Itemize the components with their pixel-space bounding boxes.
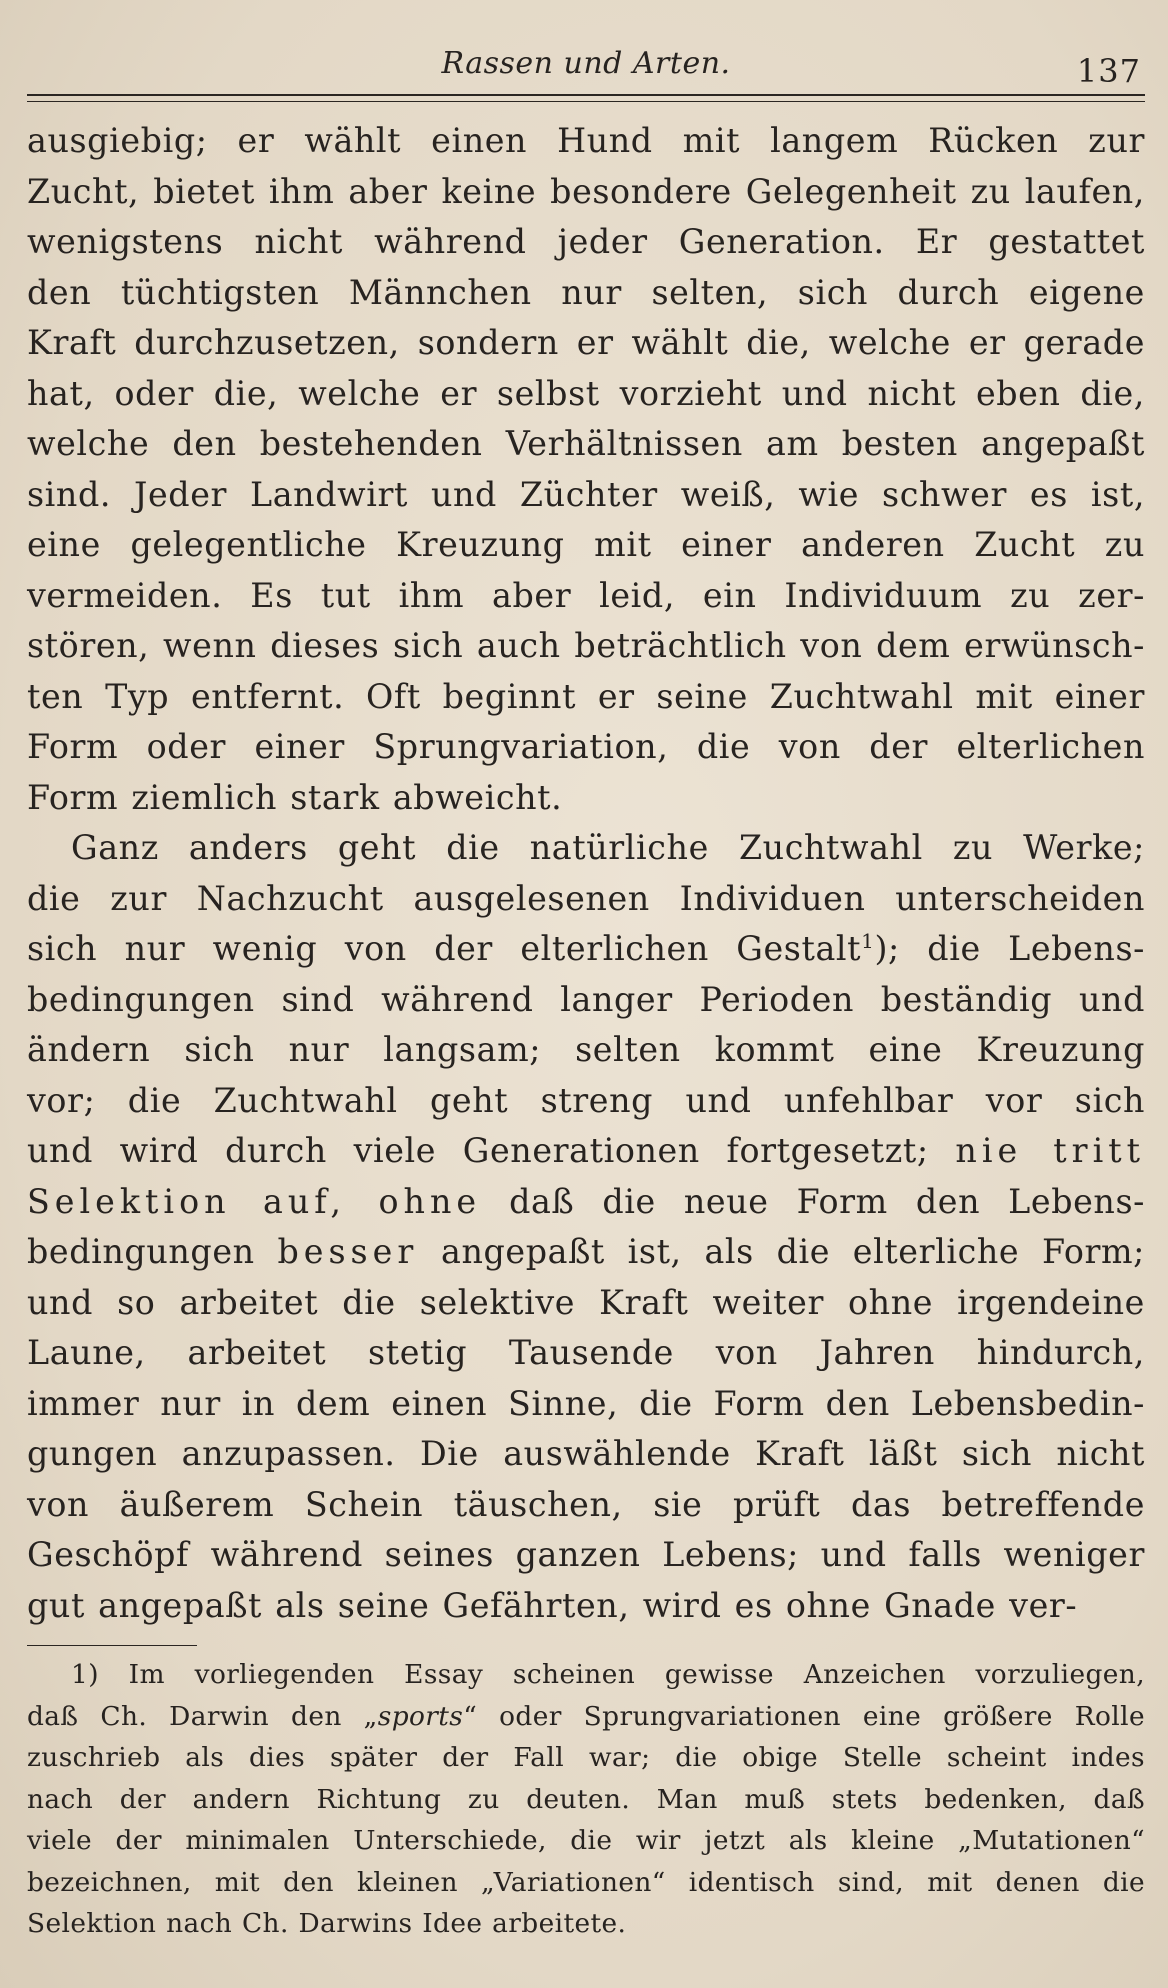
footnote-line: zuschrieb als dies später der Fall war; die obige Stelle scheint indes bbox=[27, 1742, 1145, 1773]
header-rule bbox=[27, 94, 1145, 96]
text-run: bedingungen bbox=[27, 1232, 278, 1271]
paragraph-2 bbox=[27, 823, 1145, 1631]
paragraph-line: sind. Jeder Landwirt und Züchter weiß, wie schwer es ist, bbox=[27, 474, 1145, 514]
running-head bbox=[27, 40, 1145, 88]
book-page bbox=[27, 40, 1145, 1945]
footnote bbox=[27, 1654, 1145, 1945]
header-rule-second bbox=[27, 101, 1145, 102]
paragraph-line: die zur Nachzucht ausgelesenen Individuen unterscheiden bbox=[27, 878, 1145, 918]
footnote-line: viele der minimalen Unterschiede, die wir jetzt als kleine „Mutationen“ bbox=[27, 1825, 1145, 1856]
paragraph-line: stören, wenn dieses sich auch beträchtlich von dem erwünsch- bbox=[27, 626, 1145, 665]
running-title: Rassen und Arten. bbox=[441, 46, 731, 81]
paragraph-line: Geschöpf während seines ganzen Lebens; und falls weniger bbox=[27, 1535, 1145, 1574]
emphasis-spaced: nie tritt bbox=[955, 1131, 1145, 1170]
emphasis-italic: sports bbox=[377, 1700, 464, 1732]
paragraph-line bbox=[27, 924, 1145, 975]
paragraph-line: gungen anzupassen. Die auswählende Kraft läßt sich nicht bbox=[27, 1434, 1145, 1473]
paragraph-line: immer nur in dem einen Sinne, die Form den Lebensbedin- bbox=[27, 1383, 1145, 1423]
footnote-line: nach der andern Richtung zu deuten. Man muß stets bedenken, daß bbox=[27, 1783, 1145, 1815]
text-run: ); die Lebens- bbox=[874, 929, 1145, 968]
paragraph-line: wenigstens nicht während jeder Generation. Er gestattet bbox=[27, 222, 1145, 261]
paragraph-line: welche den bestehenden Verhältnissen am besten angepaßt bbox=[27, 424, 1145, 463]
paragraph-1 bbox=[27, 116, 1145, 823]
paragraph-line: ausgiebig; er wählt einen Hund mit langem Rücken zur bbox=[27, 121, 1145, 160]
paragraph-line: Form ziemlich stark abweicht. bbox=[27, 777, 563, 817]
footnote-rule bbox=[27, 1645, 197, 1646]
paragraph-line: eine gelegentliche Kreuzung mit einer anderen Zucht zu bbox=[27, 525, 1145, 564]
text-run: daß Ch. Darwin den „ bbox=[27, 1700, 378, 1732]
paragraph-line: gut angepaßt als seine Gefährten, wird es ohne Gnade ver- bbox=[27, 1585, 1078, 1625]
paragraph-line: ten Typ entfernt. Oft beginnt er seine Zuchtwahl mit einer bbox=[27, 676, 1145, 716]
paragraph-line: den tüchtigsten Männchen nur selten, sich durch eigene bbox=[27, 272, 1145, 312]
emphasis-spaced: Selektion auf, ohne bbox=[27, 1181, 482, 1221]
text-run: und wird durch viele Generationen fortgesetzt; bbox=[27, 1131, 956, 1170]
paragraph-line bbox=[27, 1126, 1145, 1177]
paragraph-line: Form oder einer Sprungvariation, die von der elterlichen bbox=[27, 727, 1145, 766]
footnote-line: bezeichnen, mit den kleinen „Variationen“ identisch sind, mit denen die bbox=[27, 1866, 1145, 1898]
paragraph-line: Zucht, bietet ihm aber keine besondere Gelegenheit zu laufen, bbox=[27, 171, 1145, 211]
text-run: “ oder Sprungvariationen eine größere Rolle bbox=[463, 1700, 1145, 1732]
text-run: daß die neue Form den Lebens- bbox=[481, 1181, 1145, 1221]
paragraph-line: hat, oder die, welche er selbst vorzieht und nicht eben die, bbox=[27, 373, 1145, 413]
page-number: 137 bbox=[1076, 52, 1141, 90]
paragraph-line: vor; die Zuchtwahl geht streng und unfehlbar vor sich bbox=[27, 1080, 1145, 1120]
paragraph-line: Kraft durchzusetzen, sondern er wählt die, welche er gerade bbox=[27, 323, 1145, 362]
paragraph-line: bedingungen sind während langer Perioden beständig und bbox=[27, 979, 1145, 1019]
paragraph-line: von äußerem Schein täuschen, sie prüft das betreffende bbox=[27, 1484, 1145, 1524]
text-run: sich nur wenig von der elterlichen Gestalt bbox=[27, 929, 862, 968]
footnote-line bbox=[27, 1696, 1145, 1738]
footnote-marker: 1 bbox=[861, 929, 875, 953]
paragraph-line: und so arbeitet die selektive Kraft weiter ohne irgendeine bbox=[27, 1282, 1145, 1322]
body-text bbox=[27, 116, 1145, 1631]
paragraph-line bbox=[27, 1227, 1145, 1278]
paragraph-line: Ganz anders geht die natürliche Zuchtwahl zu Werke; bbox=[71, 828, 1145, 867]
paragraph-line: vermeiden. Es tut ihm aber leid, ein Individuum zu zer- bbox=[27, 575, 1145, 615]
paragraph-line: Laune, arbeitet stetig Tausende von Jahren hindurch, bbox=[27, 1333, 1145, 1372]
paragraph-line: ändern sich nur langsam; selten kommt eine Kreuzung bbox=[27, 1030, 1145, 1069]
paragraph-line bbox=[27, 1177, 1145, 1228]
emphasis-spaced: besser bbox=[277, 1232, 419, 1271]
text-run: angepaßt ist, als die elterliche Form; bbox=[418, 1232, 1145, 1271]
footnote-line: Selektion nach Ch. Darwins Idee arbeitete. bbox=[27, 1908, 627, 1939]
footnote-line: 1) Im vorliegenden Essay scheinen gewisse Anzeichen vorzuliegen, bbox=[71, 1659, 1145, 1690]
